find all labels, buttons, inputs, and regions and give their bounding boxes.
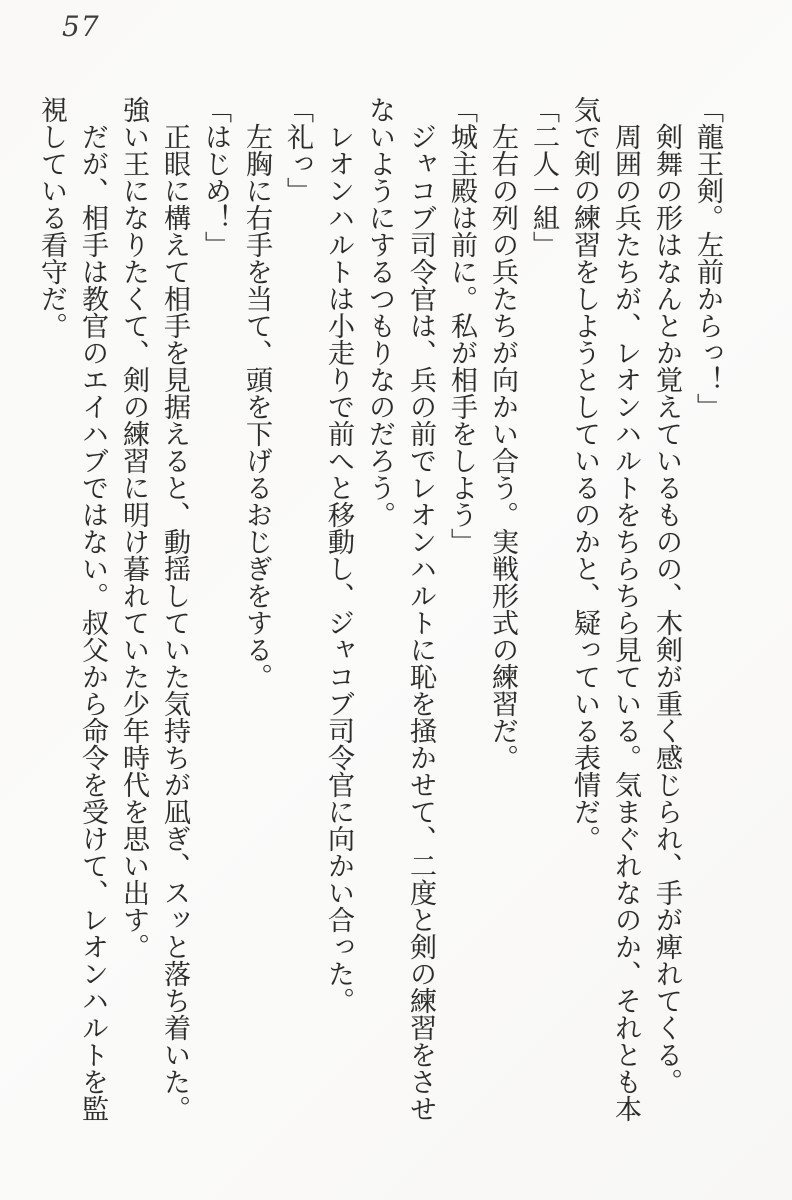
text-line: 「礼っ」 xyxy=(282,96,313,204)
text-line: だが、相手は教官のエイハブではない。叔父から命令を受けて、レオンハルトを監 xyxy=(77,123,108,1122)
text-line: ジャコブ司令官は、兵の前でレオンハルトに恥を掻かせて、二度と剣の練習をさせ xyxy=(405,123,436,1122)
text-line: 「二人一組」 xyxy=(528,96,559,258)
text-line: 周囲の兵たちが、レオンハルトをちらちら見ている。気まぐれなのか、それとも本 xyxy=(610,123,641,1122)
page-number: 57 xyxy=(62,10,100,43)
text-line: 剣舞の形はなんとか覚えているものの、木剣が重く感じられ、手が痺れてくる。 xyxy=(651,123,682,1095)
text-line: レオンハルトは小走りで前へと移動し、ジャコブ司令官に向かい合った。 xyxy=(323,123,354,1014)
text-line: 正眼に構えて相手を見据えると、動揺していた気持ちが凪ぎ、スッと落ち着いた。 xyxy=(159,123,190,1122)
text-line: 視している看守だ。 xyxy=(36,96,67,339)
text-line: 「はじめ！」 xyxy=(200,96,231,258)
text-line: 左右の列の兵たちが向かい合う。実戦形式の練習だ。 xyxy=(487,123,518,771)
text-line: 「龍王剣。左前からっ！」 xyxy=(692,96,723,420)
text-line: 「城主殿は前に。私が相手をしよう」 xyxy=(446,96,477,555)
text-line: 強い王になりたくて、剣の練習に明け暮れていた少年時代を思い出す。 xyxy=(118,96,149,960)
text-line: 気で剣の練習をしようとしているのかと、疑っている表情だ。 xyxy=(569,96,600,852)
text-block xyxy=(31,96,728,1141)
text-line: ないようにするつもりなのだろう。 xyxy=(364,96,395,528)
text-line: 左胸に右手を当て、頭を下げるおじぎをする。 xyxy=(241,123,272,690)
